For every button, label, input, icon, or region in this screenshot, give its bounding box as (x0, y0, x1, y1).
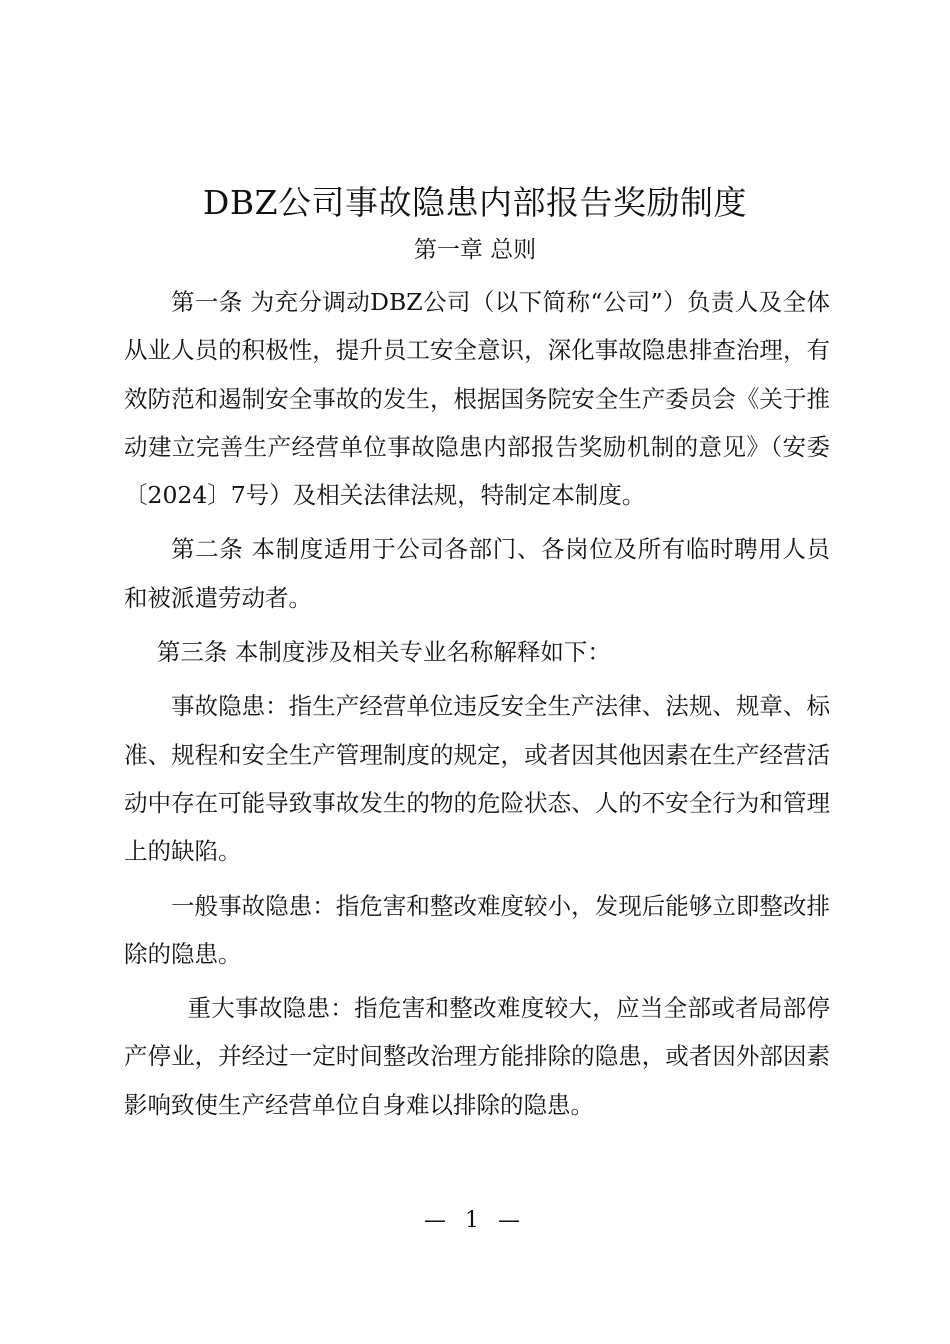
page-number: — 1 — (424, 1208, 526, 1233)
definition-accident-hazard: 事故隐患：指生产经营单位违反安全生产法律、法规、规章、标准、规程和安全生产管理制度的规定，或者因其他因素在生产经营活动中存在可能导致事故发生的物的危险状态、人的不安全行为和管理上的缺陷。 (124, 692, 830, 866)
article-2-paragraph: 第二条 本制度适用于公司各部门、各岗位及所有临时聘用人员和被派遣劳动者。 (124, 535, 830, 612)
definition-general-hazard: 一般事故隐患：指危害和整改难度较小，发现后能够立即整改排除的隐患。 (124, 891, 830, 968)
article-1-paragraph: 第一条 为充分调动DBZ公司（以下简称“公司”）负责人及全体从业人员的积极性，提升员工安全意识，深化事故隐患排查治理，有效防范和遏制安全事故的发生，根据国务院安全生产委员会《关于推动建立完善生产经营单位事故隐患内部报告奖励机制的意见》（安委〔2024〕7号）及相关法律法规，特制定本制度。 (124, 288, 830, 510)
chapter-heading: 第一章 总则 (413, 237, 537, 263)
document-title: DBZ公司事故隐患内部报告奖励制度 (202, 183, 748, 222)
definition-major-hazard: 重大事故隐患：指危害和整改难度较大，应当全部或者局部停产停业，并经过一定时间整改治理方能排除的隐患，或者因外部因素影响致使生产经营单位自身难以排除的隐患。 (124, 994, 830, 1119)
article-3-paragraph: 第三条 本制度涉及相关专业名称解释如下： (156, 638, 611, 667)
document-body (124, 278, 830, 1129)
